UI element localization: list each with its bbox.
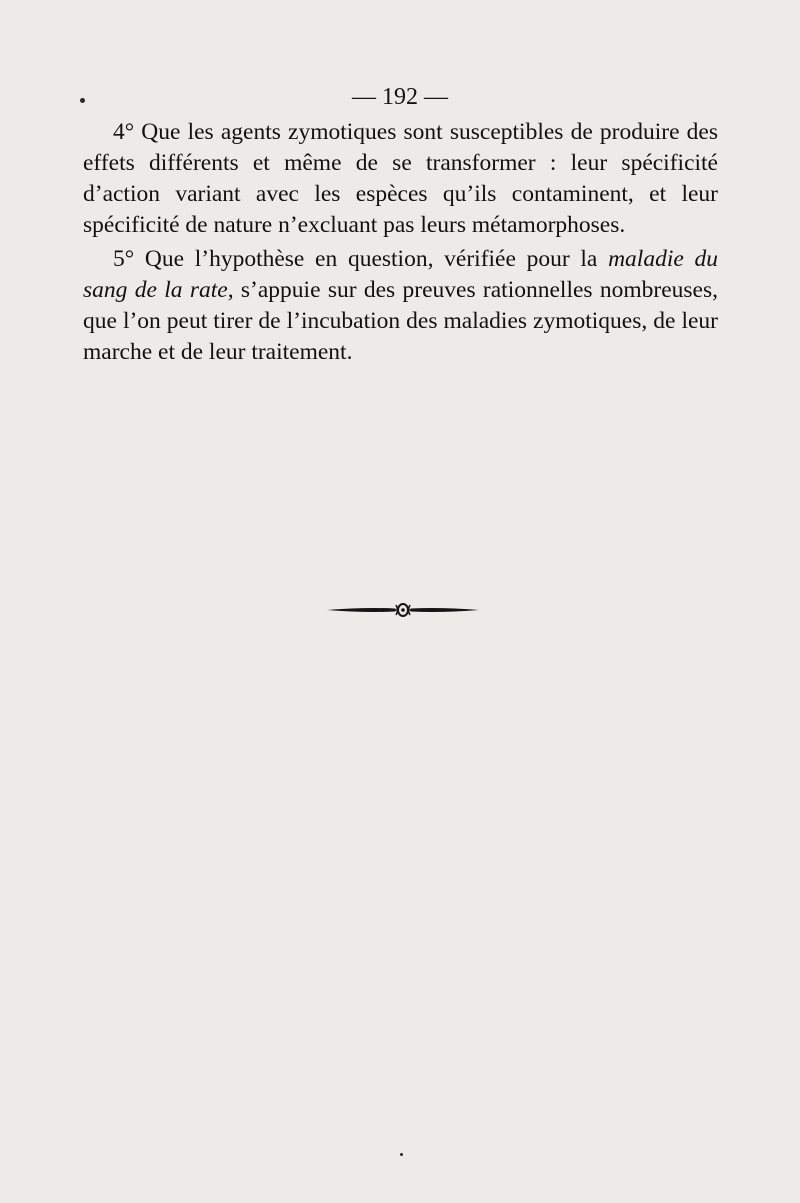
paragraph-4: 4° Que les agents zymotiques sont susceptibles de produire des effets différents et même de se transformer : leur spécificité d’action variant avec les espèces qu’ils contaminent, et leur spécificité de nature n’excluant pas leurs métamorphoses. [83, 119, 718, 238]
ink-speck-bottom [400, 1153, 403, 1156]
paragraph-5 [83, 244, 718, 368]
paragraph-5-italic: maladie du sang de la rate [83, 246, 718, 303]
paragraph-5-start: 5° Que l’hypothèse en question, vérifiée pour la [113, 246, 609, 272]
page-number: — 192 — [352, 84, 448, 110]
body-text [83, 117, 718, 371]
fleuron-ornament-icon [325, 602, 481, 618]
paragraph-5-end: , s’appuie sur des preuves rationnelles nombreuses, que l’on peut tirer de l’incubation des maladies zymotiques, de leur marche et de leur traitement. [83, 277, 718, 365]
